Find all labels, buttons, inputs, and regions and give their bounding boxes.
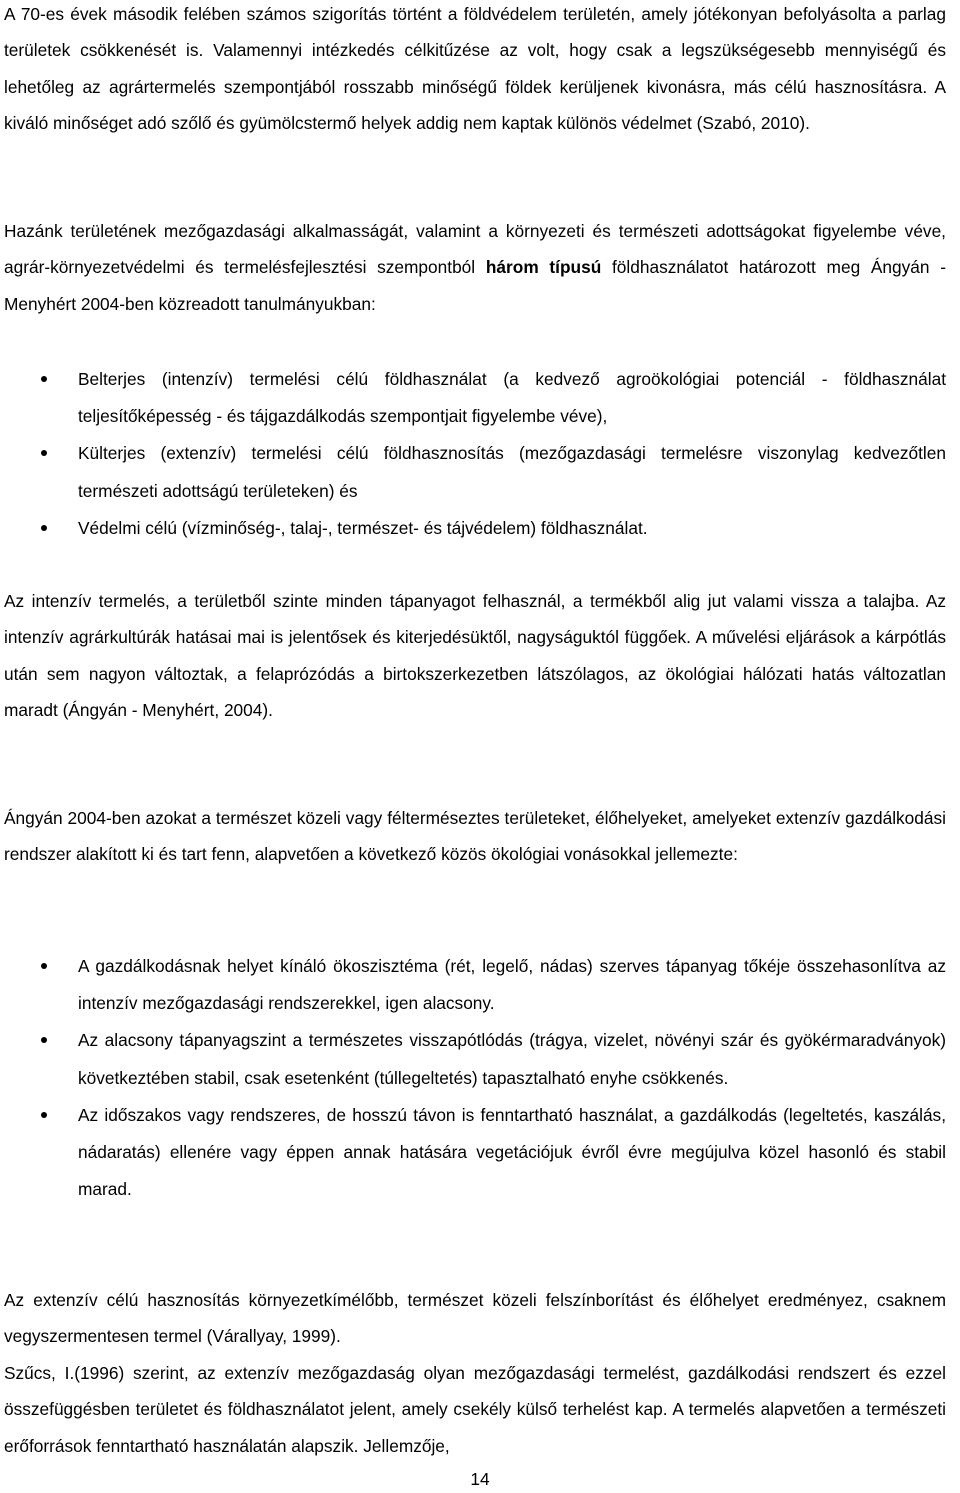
land-use-types-list: [4, 361, 946, 547]
bullet-icon: [41, 1037, 47, 1043]
paragraph-text: földhasználatot határozott meg Ángyán - Menyhért 2004-ben közreadott tanulmányukban:: [4, 257, 947, 314]
paragraph-land-protection: A 70-es évek második felében számos szigorítás történt a földvédelem területén, amely jótékonyan befolyásolta a parlag területek csökkenését is. Valamennyi intézkedés célkitűzése az volt, hogy csak a legszükségesebb mennyiségű és lehetőleg az agrártermelés szempontjából rosszabb minőségű földek kerüljenek kivonásra, más célú hasznosításra. A kiváló minőséget adó szőlő és gyümölcstermő helyek addig nem kaptak különös védelmet (Szabó, 2010).: [4, 4, 946, 133]
list-item: [4, 510, 946, 547]
bullet-icon: [41, 525, 47, 531]
paragraph-land-use-types: [4, 213, 946, 322]
paragraph-intensive-production: Az intenzív termelés, a területből szinte minden tápanyagot felhasznál, a termékből alig jut valami vissza a talajba. Az intenzív agrárkultúrák hatásai mai is jelentősek és kiterjedésüktől, nagyságuktól függőek. A művelési eljárások a kárpótlás után sem nagyon változtak, a felaprózódás a birtokszerkezetben látszólagos, az ökológiai hálózati hatás változatlan maradt (Ángyán - Menyhért, 2004).: [4, 591, 946, 720]
list-item-text: Védelmi célú (vízminőség-, talaj-, természet- és tájvédelem) földhasználat.: [78, 517, 648, 538]
list-item-text: Az időszakos vagy rendszeres, de hosszú távon is fenntartható használat, a gazdálkodás (legeltetés, kaszálás, nádaratás) ellenére vagy éppen annak hatására vegetációjuk évről évre megújulva közel hasonló és stabil marad.: [78, 1104, 946, 1200]
paragraph-extensive-use: Az extenzív célú hasznosítás környezetkímélőbb, természet közeli felszínborítást és élőhelyet eredményez, csaknem vegyszermentesen termel (Várallyay, 1999).: [4, 1290, 946, 1347]
list-item-text: Belterjes (intenzív) termelési célú földhasználat (a kedvező agroökológiai potenciál - földhasználat teljesítőképesség - és tájgazdálkodás szempontjait figyelembe véve),: [78, 369, 946, 427]
page-number: 14: [470, 1469, 490, 1489]
list-item: [4, 1022, 946, 1096]
list-item: [4, 1097, 946, 1209]
list-item: [4, 361, 946, 435]
paragraph-extensive-areas: Ángyán 2004-ben azokat a természet közeli vagy félterméseztes területeket, élőhelyeket, amelyeket extenzív gazdálkodási rendszer alakított ki és tart fenn, alapvetően a következő közös ökológiai vonásokkal jellemezte:: [4, 808, 946, 865]
bullet-icon: [41, 963, 47, 969]
list-item-text: A gazdálkodásnak helyet kínáló ökoszisztéma (rét, legelő, nádas) szerves tápanyag tőkéje összehasonlítva az intenzív mezőgazdasági rendszerekkel, igen alacsony.: [78, 956, 946, 1014]
bullet-icon: [41, 450, 47, 456]
paragraph-szucs: Szűcs, I.(1996) szerint, az extenzív mezőgazdaság olyan mezőgazdasági termelést, gazdálkodási rendszert és ezzel összefüggésben területet és földhasználatot jelent, amely csekély külső terhelést kap. A termelés alapvetően a természeti erőforrások fenntartható használatán alapszik. Jellemzője,: [4, 1363, 946, 1456]
bullet-icon: [41, 1112, 47, 1118]
list-item-text: Külterjes (extenzív) termelési célú földhasznosítás (mezőgazdasági termelésre viszonylag kedvezőtlen természeti adottságú területeken) és: [78, 443, 946, 501]
paragraph-text: Hazánk területének mezőgazdasági alkalmasságát, valamint a környezeti és természeti adottságokat figyelembe véve, agrár-környezetvédelmi és termelésfejlesztési szempontból: [4, 221, 946, 278]
list-item-text: Az alacsony tápanyagszint a természetes visszapótlódás (trágya, vizelet, növényi szár és gyökérmaradványok) következtében stabil, csak esetenként (túllegeltetés) tapasztalható enyhe csökkenés.: [78, 1030, 946, 1088]
emphasis-three-types: három típusú: [485, 257, 602, 278]
bullet-icon: [41, 376, 47, 382]
list-item: [4, 948, 946, 1022]
list-item: [4, 435, 946, 509]
ecological-traits-list: [4, 948, 946, 1208]
